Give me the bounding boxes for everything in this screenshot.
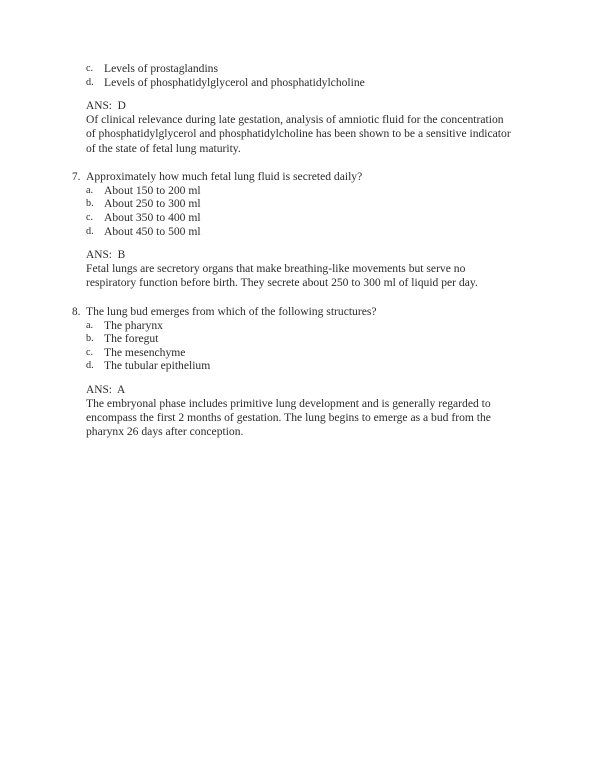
option-label: About 450 to 500 ml	[104, 224, 201, 238]
list-item	[72, 319, 516, 333]
option-label: The mesenchyme	[104, 345, 186, 359]
option-marker: c.	[86, 346, 94, 358]
list-item	[72, 197, 516, 211]
question-block-8	[72, 305, 516, 440]
answer-block	[72, 248, 516, 290]
option-marker: c.	[86, 63, 94, 74]
answer-label: ANS: A	[86, 383, 126, 396]
answer-block	[72, 383, 516, 440]
option-label: About 250 to 300 ml	[104, 197, 201, 211]
list-item	[72, 359, 516, 373]
option-label: The foregut	[104, 332, 159, 346]
list-item	[72, 225, 516, 239]
question-block-7	[72, 170, 516, 291]
option-marker: b.	[86, 198, 94, 210]
option-label: The tubular epithelium	[104, 359, 211, 373]
question-heading	[72, 170, 516, 184]
question-number: 7.	[72, 170, 81, 183]
carryover-option-list	[72, 62, 516, 89]
option-list	[72, 319, 516, 373]
question-text: Approximately how much fetal lung fluid is secreted daily?	[86, 169, 363, 183]
option-label: The pharynx	[104, 318, 163, 332]
option-marker: d.	[86, 225, 94, 237]
option-label: Levels of prostaglandins	[104, 62, 218, 75]
question-text: The lung bud emerges from which of the following structures?	[86, 304, 377, 318]
option-marker: d.	[86, 360, 94, 372]
option-marker: d.	[86, 76, 94, 88]
option-list	[72, 184, 516, 238]
option-marker: a.	[86, 184, 94, 196]
answer-label: ANS: B	[86, 249, 126, 262]
option-marker: a.	[86, 319, 94, 331]
option-marker: c.	[86, 211, 94, 223]
answer-block	[72, 99, 516, 156]
option-marker: b.	[86, 333, 94, 345]
option-label: About 150 to 200 ml	[104, 183, 201, 197]
answer-rationale: The embryonal phase includes primitive lung development and is generally regarded to encompass the first 2 months of gestation. The lung begins to emerge as a bud from the pharynx 26 days after conception.	[86, 396, 491, 439]
option-label: Levels of phosphatidylglycerol and phosphatidylcholine	[104, 75, 365, 89]
option-label: About 350 to 400 ml	[104, 210, 201, 224]
list-item	[72, 346, 516, 360]
document-content	[72, 62, 516, 440]
question-heading	[72, 305, 516, 319]
answer-rationale: Of clinical relevance during late gestation, analysis of amniotic fluid for the concentration of phosphatidylglycerol and phosphatidylcholine has been shown to be a sensitive indicator of the state of fetal lung maturity.	[86, 113, 511, 155]
list-item	[72, 184, 516, 198]
list-item	[72, 62, 516, 76]
question-number: 8.	[72, 305, 81, 318]
list-item	[72, 332, 516, 346]
answer-rationale: Fetal lungs are secretory organs that make breathing-like movements but serve no respiratory function before birth. They secrete about 250 to 300 ml of liquid per day.	[86, 262, 478, 290]
list-item	[72, 76, 516, 90]
list-item	[72, 211, 516, 225]
answer-label: ANS: D	[86, 100, 126, 113]
